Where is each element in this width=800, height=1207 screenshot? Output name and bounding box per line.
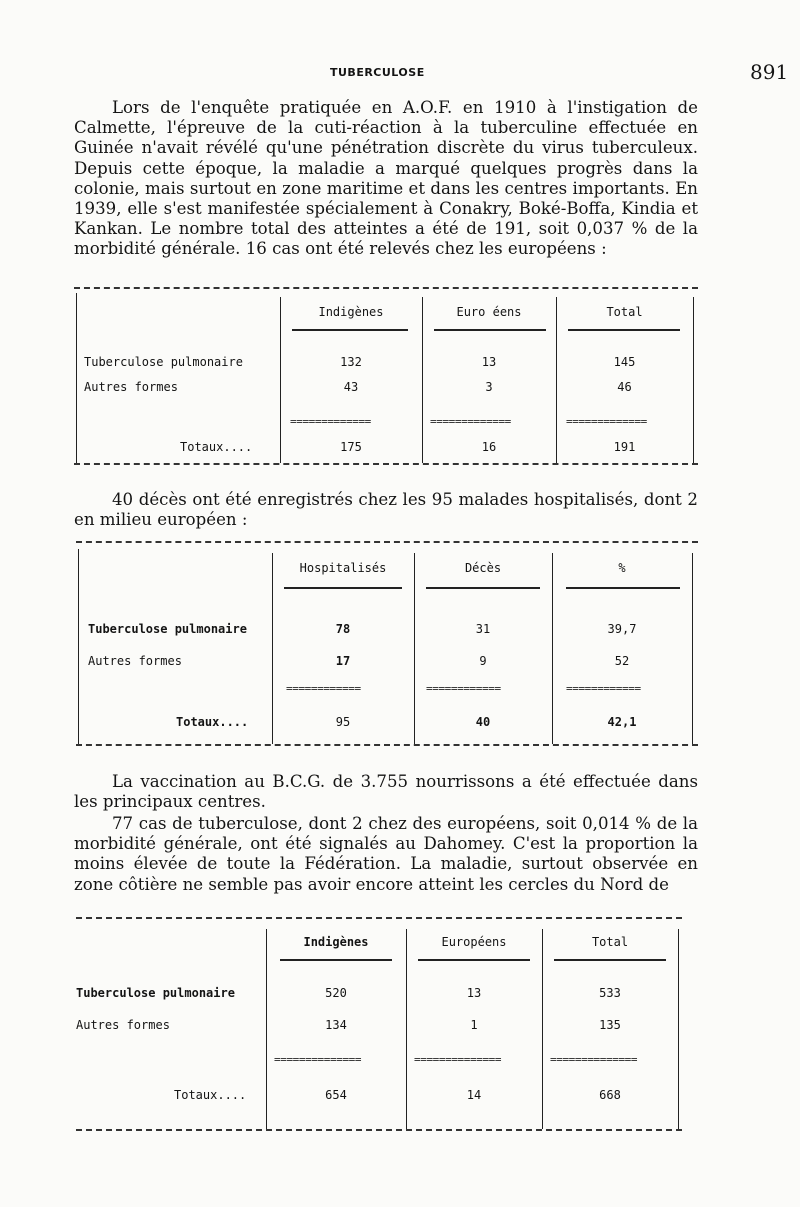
- column-header: Hospitalisés: [299, 561, 387, 575]
- table-left-border: [78, 549, 79, 744]
- table-cell: 78: [335, 622, 351, 636]
- table-left-border: [76, 293, 77, 463]
- column-header: Total: [591, 935, 629, 949]
- row-label: Autres formes: [76, 1018, 170, 1032]
- total-cell: 95: [335, 715, 351, 729]
- header-underline: [426, 587, 540, 589]
- separator-line: =============: [290, 415, 371, 428]
- table-cell: 43: [343, 380, 359, 394]
- table-cell: 1: [470, 1018, 478, 1032]
- column-divider: [692, 553, 693, 744]
- table-guinee-cases: [74, 287, 698, 467]
- table-top-rule: [74, 287, 698, 289]
- table-cell: 46: [617, 380, 632, 394]
- column-divider: [422, 297, 423, 463]
- total-cell: 40: [475, 715, 491, 729]
- column-header: Indigènes: [303, 935, 369, 949]
- separator-line: ==============: [274, 1053, 362, 1066]
- table-cell: 39,7: [607, 622, 637, 636]
- table-cell: 533: [599, 986, 621, 1000]
- header-underline: [554, 959, 666, 961]
- separator-line: ==============: [550, 1053, 638, 1066]
- total-label: Totaux....: [176, 715, 249, 729]
- table-cell: 13: [466, 986, 482, 1000]
- table-top-rule: [76, 917, 682, 919]
- total-cell: 668: [599, 1088, 621, 1102]
- column-header: Décès: [464, 561, 502, 575]
- column-divider: [693, 297, 694, 463]
- column-divider: [266, 929, 267, 1129]
- column-divider: [406, 929, 407, 1129]
- column-header: Euro éens: [456, 305, 522, 319]
- header-underline: [568, 329, 680, 331]
- total-label: Totaux....: [174, 1088, 247, 1102]
- header-underline: [292, 329, 408, 331]
- column-divider: [552, 553, 553, 744]
- header-underline: [280, 959, 392, 961]
- row-label: Tuberculose pulmonaire: [84, 355, 243, 369]
- separator-line: =============: [566, 415, 647, 428]
- paragraph-guinee-text: Lors de l'enquête pratiquée en A.O.F. en 1910 à l'instigation de Calmette, l'épreuve de la cuti-réaction à la tuberculine effectuée en Guinée n'avait révélé qu'une pénétration discrète du virus tuberculeux. Depuis cette époque, la maladie a marqué quelques progrès dans la colonie, mais surtout en zone maritime et dans les centres importants. En 1939, elle s'est manifestée spécialement à Conakry, Boké-Boffa, Kindia et Kankan. Le nombre total des atteintes a été de 191, soit 0,037 % de la morbidité générale. 16 cas ont été relevés chez les européens :: [74, 98, 698, 259]
- paragraph-dahomey: [74, 814, 698, 895]
- row-label: Tuberculose pulmonaire: [88, 622, 247, 636]
- separator-line: ============: [426, 682, 501, 695]
- row-label: Autres formes: [84, 380, 178, 394]
- header-underline: [434, 329, 546, 331]
- table-hospitalised: [76, 541, 698, 749]
- total-cell: 191: [613, 440, 636, 454]
- table-bottom-rule: [76, 1129, 682, 1131]
- table-cell: 52: [614, 654, 630, 668]
- table-cell: 520: [325, 986, 347, 1000]
- column-divider: [678, 929, 679, 1129]
- separator-line: =============: [430, 415, 511, 428]
- table-cell: 9: [479, 654, 487, 668]
- paragraph-deces: [74, 490, 698, 530]
- separator-line: ============: [566, 682, 641, 695]
- header-underline: [566, 587, 680, 589]
- total-cell: 175: [340, 440, 362, 454]
- column-divider: [542, 929, 543, 1129]
- header-underline: [418, 959, 530, 961]
- table-bottom-rule: [74, 463, 698, 465]
- column-divider: [414, 553, 415, 744]
- paragraph-bcg: [74, 772, 698, 812]
- total-label: Totaux....: [180, 440, 253, 454]
- paragraph-dahomey-text: 77 cas de tuberculose, dont 2 chez des européens, soit 0,014 % de la morbidité générale, ont été signalés au Dahomey. C'est la proportion la moins élevée de toute la Fédération. La maladie, surtout observée en zone côtière ne semble pas avoir encore atteint les cercles du Nord de: [74, 814, 698, 894]
- column-header: Indigènes: [318, 305, 384, 319]
- header-underline: [284, 587, 402, 589]
- column-header: %: [618, 561, 626, 575]
- separator-line: ==============: [414, 1053, 502, 1066]
- paragraph-bcg-text: La vaccination au B.C.G. de 3.755 nourrissons a été effectuée dans les principaux centres.: [74, 772, 698, 812]
- paragraph-deces-text: 40 décès ont été enregistrés chez les 95 malades hospitalisés, dont 2 en milieu européen :: [74, 490, 698, 530]
- table-cell: 17: [335, 654, 351, 668]
- table-bottom-rule: [76, 744, 698, 746]
- column-header: Total: [606, 305, 643, 319]
- table-dahomey-cases: [76, 917, 682, 1133]
- table-top-rule: [76, 541, 698, 543]
- row-label: Autres formes: [88, 654, 182, 668]
- table-cell: 135: [599, 1018, 621, 1032]
- table-cell: 134: [325, 1018, 347, 1032]
- table-cell: 132: [340, 355, 362, 369]
- total-cell: 42,1: [607, 715, 637, 729]
- running-title: TUBERCULOSE: [330, 66, 425, 79]
- total-cell: 654: [325, 1088, 347, 1102]
- separator-line: ============: [286, 682, 361, 695]
- row-label: Tuberculose pulmonaire: [76, 986, 235, 1000]
- column-divider: [272, 553, 273, 744]
- page-number: 891: [750, 60, 789, 84]
- column-divider: [280, 297, 281, 463]
- paragraph-guinee: [74, 98, 698, 260]
- column-header: Européens: [441, 935, 507, 949]
- table-cell: 145: [613, 355, 636, 369]
- table-cell: 31: [475, 622, 491, 636]
- table-cell: 13: [481, 355, 497, 369]
- table-cell: 3: [485, 380, 493, 394]
- column-divider: [556, 297, 557, 463]
- total-cell: 16: [481, 440, 497, 454]
- total-cell: 14: [466, 1088, 482, 1102]
